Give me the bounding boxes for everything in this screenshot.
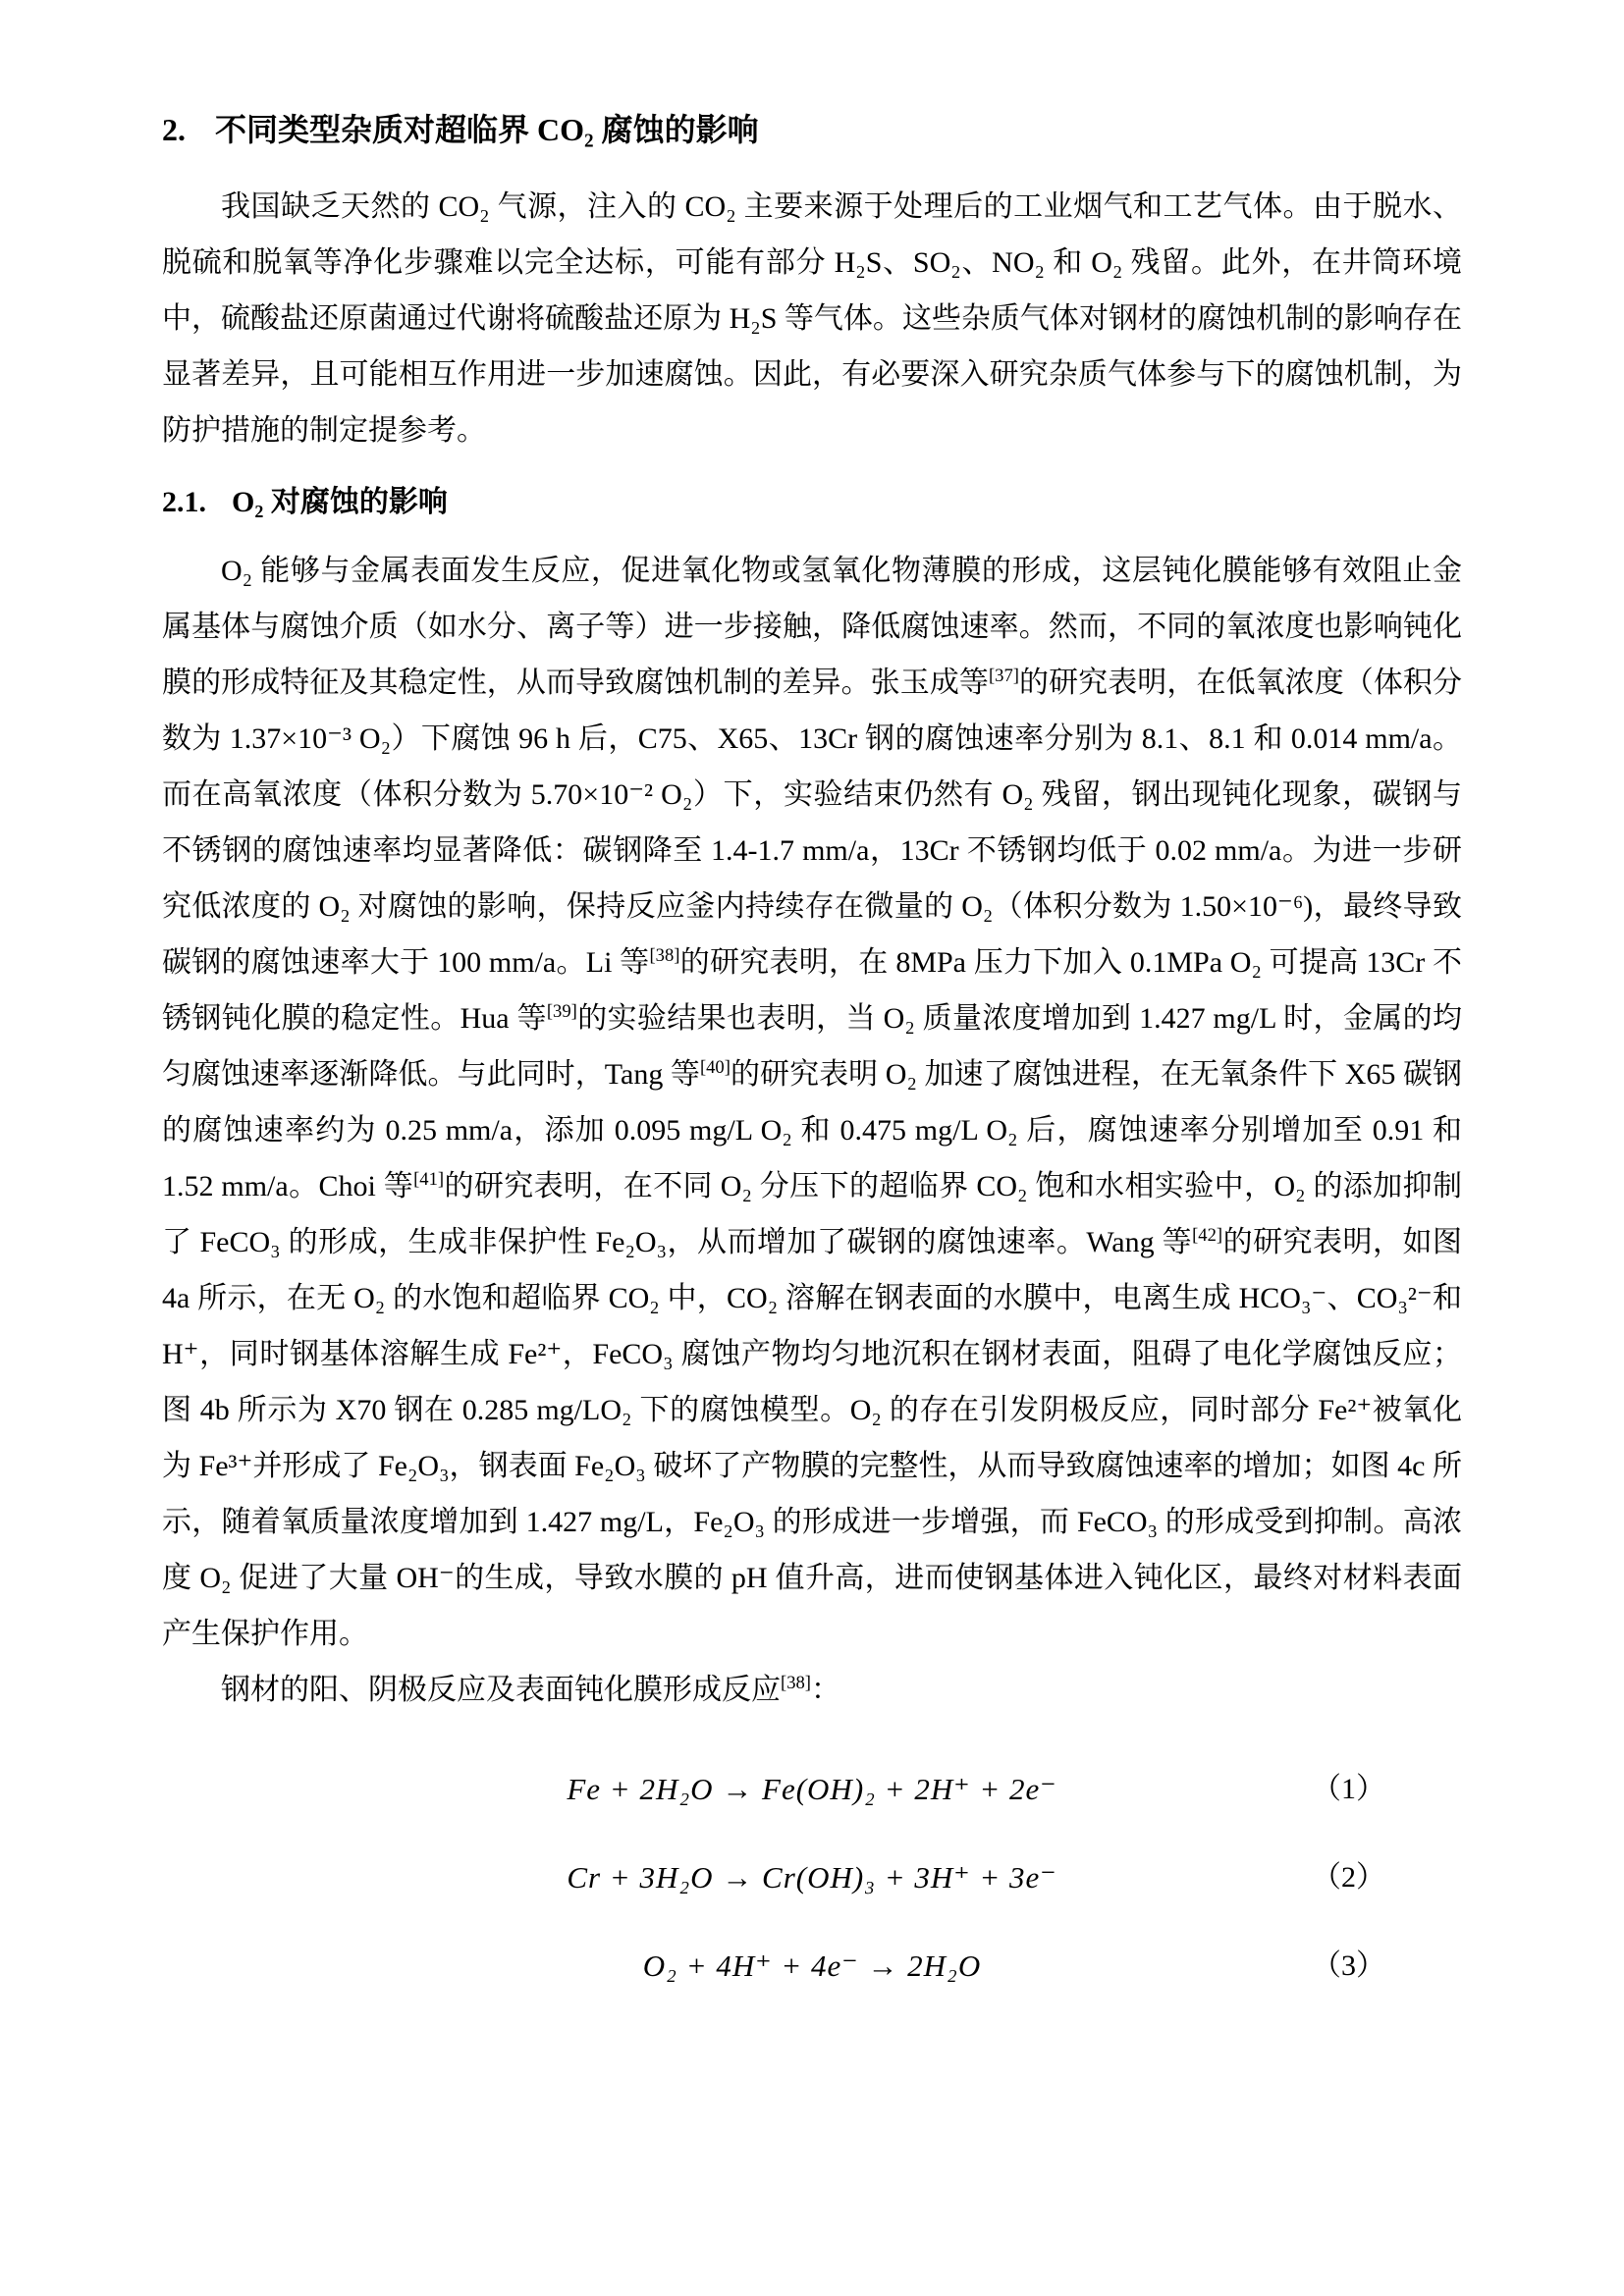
equation-number-2: （2）: [1312, 1861, 1385, 1894]
subsection-heading: [162, 478, 1462, 527]
section-number: 2.: [162, 112, 186, 147]
equation-row-1: [162, 1745, 1462, 1834]
equation-number-3: （3）: [1312, 1949, 1385, 1982]
paragraph-equations-intro: 钢材的阳、阴极反应及表面钝化膜形成反应[38]：: [221, 1673, 840, 1706]
equation-formula-3: O₂ + 4H⁺ + 4e⁻ → 2H₂O: [642, 1949, 982, 1983]
equation-row-3: [162, 1922, 1462, 2010]
section-heading: [162, 106, 1462, 153]
equations-block: [162, 1745, 1462, 2010]
equation-row-2: [162, 1834, 1462, 1922]
paragraph-impurity-intro: 我国缺乏天然的 CO₂ 气源，注入的 CO₂ 主要来源于处理后的工业烟气和工艺气体。由于脱水、脱硫和脱氧等净化步骤难以完全达标，可能有部分 H₂S、SO₂、NO₂ 和 O₂ 残留。此外，在井筒环境中，硫酸盐还原菌通过代谢将硫酸盐还原为 H₂S 等气体。这些杂质气体对钢材的腐蚀机制的影响存在显著差异，且可能相互作用进一步加速腐蚀。因此，有必要深入研究杂质气体参与下的腐蚀机制，为防护措施的制定提参考。: [162, 190, 1462, 447]
section-title: 不同类型杂质对超临界 CO₂ 腐蚀的影响: [215, 112, 759, 147]
equation-formula-2: Cr + 3H₂O → Cr(OH)₃ + 3H⁺ + 3e⁻: [567, 1860, 1057, 1895]
paragraph-o2-effect: O₂ 能够与金属表面发生反应，促进氧化物或氢氧化物薄膜的形成，这层钝化膜能够有效阻止金属基体与腐蚀介质（如水分、离子等）进一步接触，降低腐蚀速率。然而，不同的氧浓度也影响钝化膜的形成特征及其稳定性，从而导致腐蚀机制的差异。张玉成等[37]的研究表明，在低氧浓度（体积分数为 1.37×10⁻³ O₂）下腐蚀 96 h 后，C75、X65、13Cr 钢的腐蚀速率分别为 8.1、8.1 和 0.014 mm/a。而在高氧浓度（体积分数为 5.70×10⁻² O₂）下，实验结束仍然有 O₂ 残留，钢出现钝化现象，碳钢与不锈钢的腐蚀速率均显著降低：碳钢降至 1.4-1.7 mm/a，13Cr 不锈钢均低于 0.02 mm/a。为进一步研究低浓度的 O₂ 对腐蚀的影响，保持反应釜内持续存在微量的 O₂（体积分数为 1.50×10⁻⁶)，最终导致碳钢的腐蚀速率大于 100 mm/a。Li 等[38]的研究表明，在 8MPa 压力下加入 0.1MPa O₂ 可提高 13Cr 不锈钢钝化膜的稳定性。Hua 等[39]的实验结果也表明，当 O₂ 质量浓度增加到 1.427 mg/L 时，金属的均匀腐蚀速率逐渐降低。与此同时，Tang 等[40]的研究表明 O₂ 加速了腐蚀进程，在无氧条件下 X65 碳钢的腐蚀速率约为 0.25 mm/a，添加 0.095 mg/L O₂ 和 0.475 mg/L O₂ 后，腐蚀速率分别增加至 0.91 和 1.52 mm/a。Choi 等[41]的研究表明，在不同 O₂ 分压下的超临界 CO₂ 饱和水相实验中，O₂ 的添加抑制了 FeCO₃ 的形成，生成非保护性 Fe₂O₃，从而增加了碳钢的腐蚀速率。Wang 等[42]的研究表明，如图 4a 所示，在无 O₂ 的水饱和超临界 CO₂ 中，CO₂ 溶解在钢表面的水膜中，电离生成 HCO₃⁻、CO₃²⁻和 H⁺，同时钢基体溶解生成 Fe²⁺，FeCO₃ 腐蚀产物均匀地沉积在钢材表面，阻碍了电化学腐蚀反应；图 4b 所示为 X70 钢在 0.285 mg/LO₂ 下的腐蚀模型。O₂ 的存在引发阴极反应，同时部分 Fe²⁺被氧化为 Fe³⁺并形成了 Fe₂O₃，钢表面 Fe₂O₃ 破坏了产物膜的完整性，从而导致腐蚀速率的增加；如图 4c 所示，随着氧质量浓度增加到 1.427 mg/L，Fe₂O₃ 的形成进一步增强，而 FeCO₃ 的形成受到抑制。高浓度 O₂ 促进了大量 OH⁻的生成，导致水膜的 pH 值升高，进而使钢基体进入钝化区，最终对材料表面产生保护作用。: [162, 555, 1463, 1650]
equation-formula-1: Fe + 2H₂O → Fe(OH)₂ + 2H⁺ + 2e⁻: [567, 1772, 1057, 1806]
equation-number-1: （1）: [1312, 1773, 1385, 1805]
subsection-title: O₂ 对腐蚀的影响: [232, 486, 448, 518]
subsection-number: 2.1.: [162, 486, 206, 518]
